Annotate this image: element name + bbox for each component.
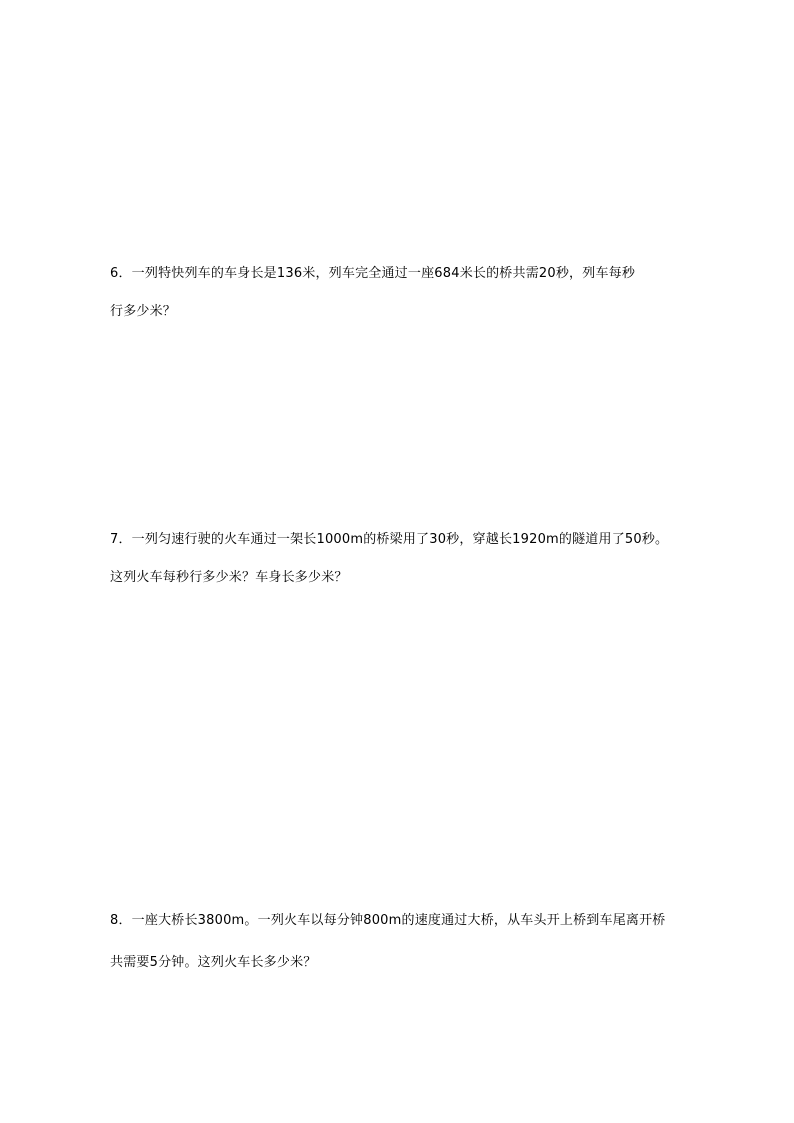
question-7-line-1: 7．一列匀速行驶的火车通过一架长1000m的桥梁用了30秒，穿越长1920m的隧道用了50秒。 xyxy=(110,532,669,547)
question-7-line-2: 这列火车每秒行多少米？车身长多少米？ xyxy=(110,570,348,585)
question-6-line-1: 6．一列特快列车的车身长是136米，列车完全通过一座684米长的桥共需20秒，列车每秒 xyxy=(110,266,636,281)
question-8-line-2: 共需要5分钟。这列火车长多少米？ xyxy=(110,955,317,970)
question-8-line-1: 8．一座大桥长3800m。一列火车以每分钟800m的速度通过大桥，从车头开上桥到车尾离开桥 xyxy=(110,913,666,928)
question-6-line-2: 行多少米？ xyxy=(110,304,177,319)
